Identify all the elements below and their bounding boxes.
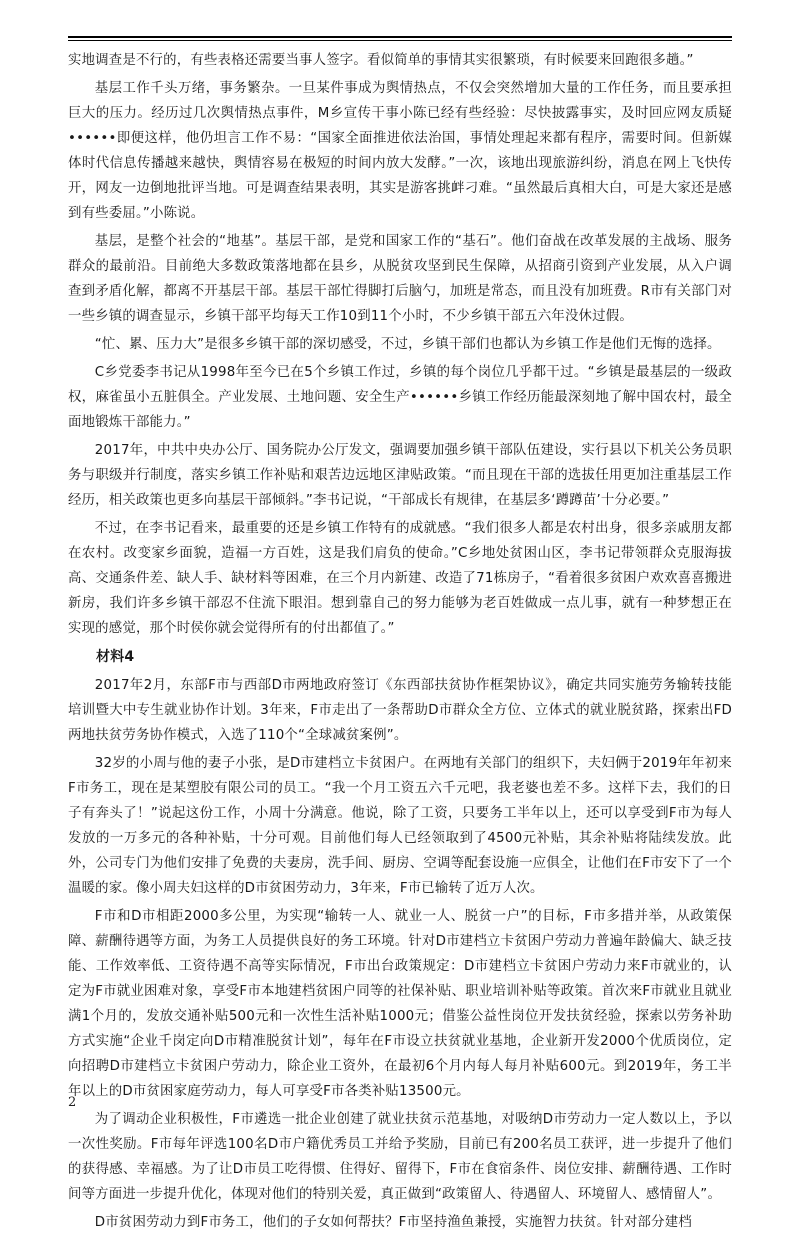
paragraph: 基层工作千头万绪，事务繁杂。一旦某件事成为舆情热点，不仅会突然增加大量的工作任务，而且要承担巨大的压力。经历过几次舆情热点事件，M乡宣传干事小陈已经有些经验：尽快披露事实，及时回应网友质疑••••••即便这样，他仍坦言工作不易：“国家全面推进依法治国，事情处理起来都有程序，需要时间。但新媒体时代信息传播越来越快，舆情容易在极短的时间内放大发酵。”一次，该地出现旅游纠纷，消息在网上飞快传开，网友一边倒地批评当地。可是调查结果表明，其实是游客挑衅刁难。“虽然最后真相大白，可是大家还是感到有些委屈。”小陈说。 — [68, 81, 732, 221]
paragraph: D市贫困劳动力到F市务工，他们的子女如何帮扶？F市坚持渔鱼兼授，实施智力扶贫。针对部分建档 — [94, 1215, 692, 1230]
paragraph: C乡党委李书记从1998年至今已在5个乡镇工作过，乡镇的每个岗位几乎都干过。“乡镇是最基层的一级政权，麻雀虽小五脏俱全。产业发展、土地问题、安全生产••••••乡镇工作经历能最深刻地了解中国农村，最全面地锻炼干部能力。” — [68, 365, 732, 430]
paragraph: 为了调动企业积极性，F市遴选一批企业创建了就业扶贫示范基地，对吸纳D市劳动力一定人数以上，予以一次性奖励。F市每年评选100名D市户籍优秀员工并给予奖励，目前已有200名员工获评，进一步提升了他们的获得感、幸福感。为了让D市员工吃得惯、住得好、留得下，F市在食宿条件、岗位安排、薪酬待遇、工作时间等方面进一步提升优化，体现对他们的特别关爱，真正做到“政策留人、待遇留人、环境留人、感情留人”。 — [68, 1112, 732, 1202]
paragraph: 基层，是整个社会的“地基”。基层干部，是党和国家工作的“基石”。他们奋战在改革发展的主战场、服务群众的最前沿。目前绝大多数政策落地都在县乡，从脱贫攻坚到民生保障，从招商引资到产业发展，从入户调查到矛盾化解，都离不开基层干部。基层干部忙得脚打后脑勺，加班是常态，而且没有加班费。R市有关部门对一些乡镇的调查显示，乡镇干部平均每天工作10到11个小时，不少乡镇干部五六年没休过假。 — [68, 234, 732, 324]
paragraph: 32岁的小周与他的妻子小张，是D市建档立卡贫困户。在两地有关部门的组织下，夫妇俩于2019年年初来F市务工，现在是某塑胶有限公司的员工。“我一个月工资五六千元吧，我老婆也差不多。这样下去，我们的日子有奔头了！”说起这份工作，小周十分满意。他说，除了工资，只要务工半年以上，还可以享受到F市为每人发放的一万多元的各种补贴，十分可观。目前他们每人已经领取到了4500元补贴，其余补贴将陆续发放。此外，公司专门为他们安排了免费的夫妻房，洗手间、厨房、空调等配套设施一应俱全，让他们在F市安下了一个温暖的家。像小周夫妇这样的D市贫困劳动力，3年来，F市已输转了近万人次。 — [68, 756, 732, 896]
paragraph: 实地调查是不行的，有些表格还需要当事人签字。看似简单的事情其实很繁琐，有时候要来回跑很多趟。” — [68, 53, 694, 68]
paragraph: F市和D市相距2000多公里，为实现“输转一人、就业一人、脱贫一户”的目标，F市多措并举，从政策保障、薪酬待遇等方面，为务工人员提供良好的务工环境。针对D市建档立卡贫困户劳动力普遍年龄偏大、缺乏技能、工作效率低、工资待遇不高等实际情况，F市出台政策规定：D市建档立卡贫困户劳动力来F市就业的，认定为F市就业困难对象，享受F市本地建档贫困户同等的社保补贴、职业培训补贴等政策。首次来F市就业且就业满1个月的，发放交通补贴500元和一次性生活补贴1000元；借鉴公益性岗位开发扶贫经验，探索以劳务补助方式实施“企业千岗定向D市精准脱贫计划”，每年在F市设立扶贫就业基地，企业新开发2000个优质岗位，定向招聘D市建档立卡贫困户劳动力，除企业工资外，在最初6个月内每人每月补贴600元。到2019年，务工半年以上的D市贫困家庭劳动力，每人可享受F市各类补贴13500元。 — [68, 909, 732, 1099]
paragraph: 2017年2月，东部F市与西部D市两地政府签订《东西部扶贫协作框架协议》，确定共同实施劳务输转技能培训暨大中专生就业协作计划。3年来，F市走出了一条帮助D市群众全方位、立体式的就业脱贫路，探索出FD两地扶贫劳务协作模式，入选了110个“全球减贫案例”。 — [68, 678, 732, 743]
paragraph: “忙、累、压力大”是很多乡镇干部的深切感受，不过，乡镇干部们也都认为乡镇工作是他们无悔的选择。 — [94, 337, 721, 352]
header-rule-thick — [68, 36, 732, 38]
header-rule-thin — [68, 40, 732, 41]
page-number: 2 — [68, 1095, 77, 1110]
page-body — [68, 48, 732, 1238]
section-heading: 材料4 — [96, 649, 135, 665]
paragraph: 2017年，中共中央办公厅、国务院办公厅发文，强调要加强乡镇干部队伍建设，实行县以下机关公务员职务与职级并行制度，落实乡镇工作补贴和艰苦边远地区津贴政策。“而且现在干部的选拔任用更加注重基层工作经历，相关政策也更多向基层干部倾斜。”李书记说，“干部成长有规律，在基层多‘蹲蹲苗’十分必要。” — [68, 443, 732, 508]
paragraph: 不过，在李书记看来，最重要的还是乡镇工作特有的成就感。“我们很多人都是农村出身，很多亲戚朋友都在农村。改变家乡面貌，造福一方百姓，这是我们肩负的使命。”C乡地处贫困山区，李书记带领群众克服海拔高、交通条件差、缺人手、缺材料等困难，在三个月内新建、改造了71栋房子，“看着很多贫困户欢欢喜喜搬进新房，我们许多乡镇干部忍不住流下眼泪。想到靠自己的努力能够为老百姓做成一点儿事，就有一种梦想正在实现的感觉，那个时侯你就会觉得所有的付出都值了。” — [68, 521, 732, 636]
